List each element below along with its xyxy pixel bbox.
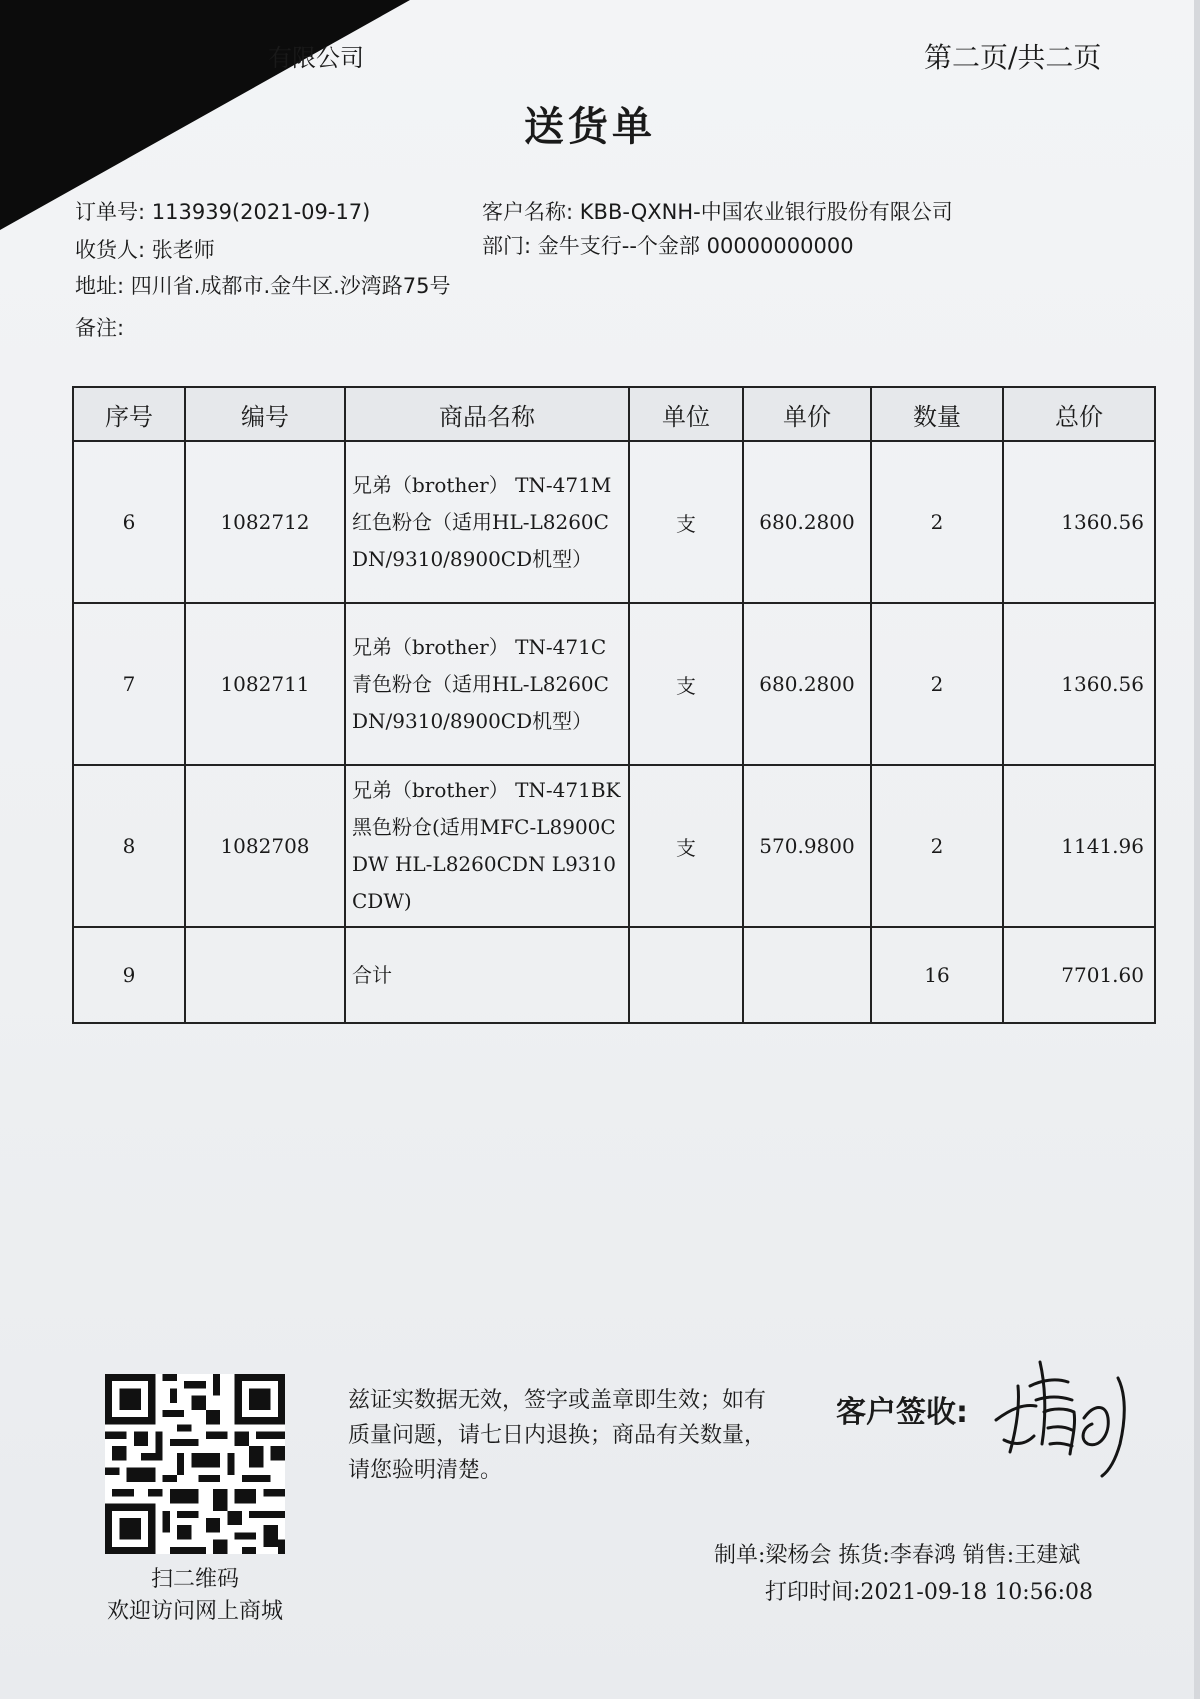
print-time: 打印时间:2021-09-18 10:56:08 xyxy=(765,1580,1094,1605)
cell-qty: 2 xyxy=(871,441,1003,603)
table-header-row xyxy=(73,387,1155,441)
address xyxy=(75,270,451,300)
cell-unit: 支 xyxy=(629,765,743,927)
address-value: 四川省.成都市.金牛区.沙湾路75号 xyxy=(130,274,451,298)
customer-label: 客户名称: xyxy=(482,200,574,224)
header-name: 商品名称 xyxy=(345,387,629,441)
document-title: 送货单 xyxy=(524,104,656,150)
customer-name xyxy=(482,196,953,226)
receiver xyxy=(75,234,215,264)
cell-seq: 6 xyxy=(73,441,185,603)
notice-text: 兹证实数据无效，签字或盖章即生效；如有质量问题，请七日内退换；商品有关数量，请您验明清楚。 xyxy=(348,1388,767,1483)
qr-code-icon[interactable] xyxy=(105,1374,285,1554)
cell-total: 1360.56 xyxy=(1003,603,1155,765)
order-number xyxy=(75,196,370,226)
customer-value: KBB-QXNH-中国农业银行股份有限公司 xyxy=(579,200,953,224)
header-price: 单价 xyxy=(743,387,871,441)
sum-seq: 9 xyxy=(73,927,185,1023)
cell-unit: 支 xyxy=(629,603,743,765)
company-name: 有限公司 xyxy=(268,44,364,72)
header-qty: 数量 xyxy=(871,387,1003,441)
department xyxy=(482,230,854,260)
paper-edge xyxy=(1194,0,1200,1699)
goods-table xyxy=(72,386,1156,1024)
order-label: 订单号: xyxy=(75,200,146,224)
remark xyxy=(75,312,124,342)
cell-price: 570.9800 xyxy=(743,765,871,927)
cell-code: 1082711 xyxy=(185,603,345,765)
receiver-label: 收货人: xyxy=(75,238,146,262)
cell-code: 1082712 xyxy=(185,441,345,603)
cell-name: 兄弟（brother） TN-471C 青色粉仓（适用HL-L8260CDN/9310/8900CD机型） xyxy=(345,603,629,765)
qr-caption-scan: 扫二维码 xyxy=(150,1567,239,1592)
table-row xyxy=(73,765,1155,927)
remark-label: 备注: xyxy=(75,316,125,340)
sum-qty: 16 xyxy=(871,927,1003,1023)
cell-unit: 支 xyxy=(629,441,743,603)
staff-info: 制单:梁杨会 拣货:李春鸿 销售:王建斌 xyxy=(714,1543,1081,1568)
address-label: 地址: xyxy=(75,274,125,298)
sum-total: 7701.60 xyxy=(1003,927,1155,1023)
sum-price xyxy=(743,927,871,1023)
qr-caption-mall: 欢迎访问网上商城 xyxy=(106,1599,283,1624)
header-total: 总价 xyxy=(1003,387,1155,441)
cell-qty: 2 xyxy=(871,765,1003,927)
receiver-value: 张老师 xyxy=(151,238,215,262)
cell-seq: 7 xyxy=(73,603,185,765)
cell-total: 1141.96 xyxy=(1003,765,1155,927)
cell-price: 680.2800 xyxy=(743,603,871,765)
customer-sign-label: 客户签收: xyxy=(836,1395,968,1430)
handwritten-signature-icon xyxy=(990,1348,1140,1483)
cell-qty: 2 xyxy=(871,603,1003,765)
cell-total: 1360.56 xyxy=(1003,441,1155,603)
sum-code xyxy=(185,927,345,1023)
cell-seq: 8 xyxy=(73,765,185,927)
cell-price: 680.2800 xyxy=(743,441,871,603)
order-value: 113939(2021-09-17) xyxy=(151,200,371,224)
cell-name: 兄弟（brother） TN-471BK 黑色粉仓(适用MFC-L8900CDW HL-L8260CDN L9310CDW) xyxy=(345,765,629,927)
page-indicator: 第二页/共二页 xyxy=(924,41,1102,74)
table-row xyxy=(73,441,1155,603)
table-row xyxy=(73,603,1155,765)
header-code: 编号 xyxy=(185,387,345,441)
header-unit: 单位 xyxy=(629,387,743,441)
dept-value: 金牛支行--个金部 00000000000 xyxy=(537,234,854,258)
sum-unit xyxy=(629,927,743,1023)
header-seq: 序号 xyxy=(73,387,185,441)
cell-code: 1082708 xyxy=(185,765,345,927)
sum-label: 合计 xyxy=(345,927,629,1023)
table-sum-row xyxy=(73,927,1155,1023)
dept-label: 部门: xyxy=(482,234,532,258)
cell-name: 兄弟（brother） TN-471M 红色粉仓（适用HL-L8260CDN/9310/8900CD机型） xyxy=(345,441,629,603)
